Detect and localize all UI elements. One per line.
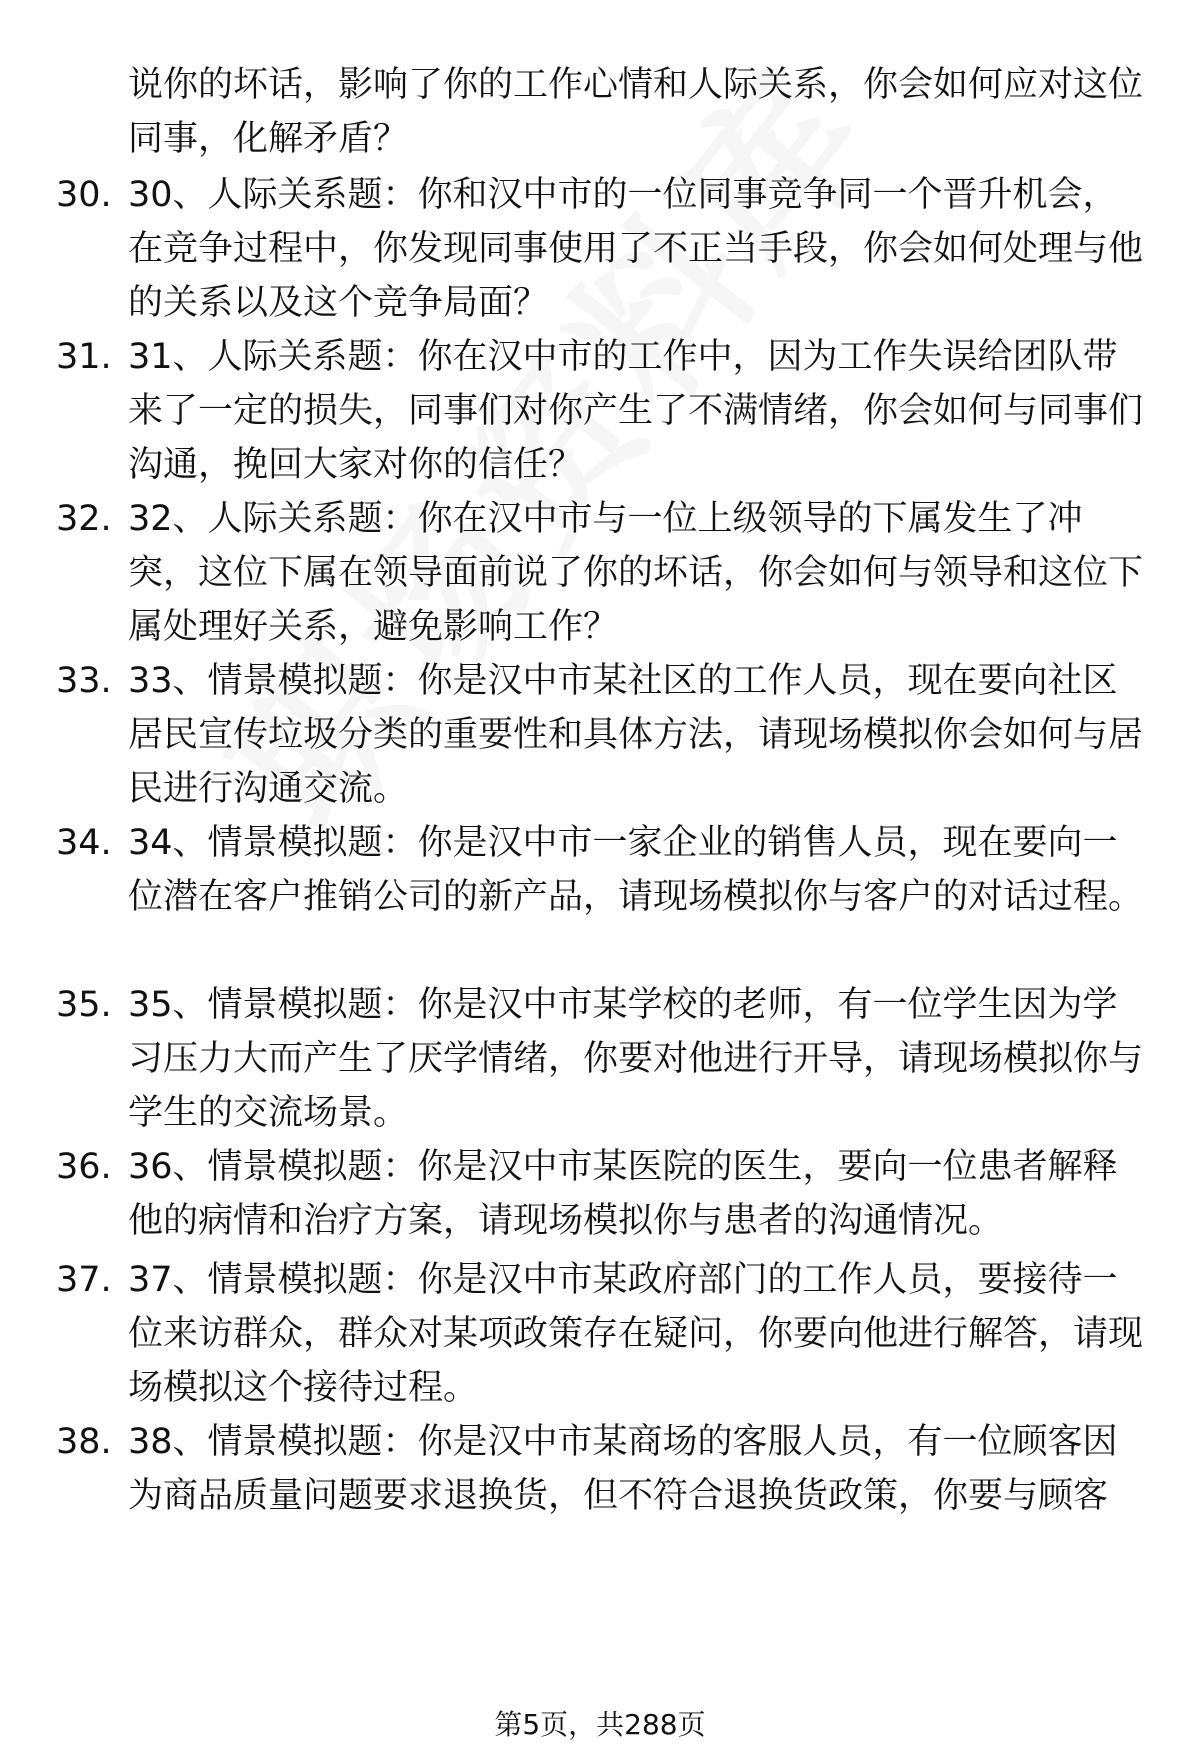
item-text: 31、人际关系题：你在汉中市的工作中，因为工作失误给团队带来了一定的损失，同事们对你产生了不满情绪，你会如何与同事们沟通，挽回大家对你的信任？ (128, 337, 1144, 485)
item-number: 30. (56, 175, 112, 215)
item-number: 32. (56, 499, 112, 539)
item-number: 33. (56, 661, 112, 701)
item-text: 38、情景模拟题：你是汉中市某商场的客服人员，有一位顾客因为商品质量问题要求退换货，但不符合退换货政策，你要与顾客 (128, 1422, 1118, 1516)
item-number: 36. (56, 1147, 112, 1187)
item-text: 32、人际关系题：你在汉中市与一位上级领导的下属发生了冲突，这位下属在领导面前说了你的坏话，你会如何与领导和这位下属处理好关系，避免影响工作？ (128, 499, 1144, 647)
item-number: 34. (56, 823, 112, 863)
item-number: 35. (56, 985, 112, 1025)
item-text: 33、情景模拟题：你是汉中市某社区的工作人员，现在要向社区居民宣传垃圾分类的重要性和具体方法，请现场模拟你会如何与居民进行沟通交流。 (128, 661, 1144, 809)
item-text: 30、人际关系题：你和汉中市的一位同事竞争同一个晋升机会，在竞争过程中，你发现同事使用了不正当手段，你会如何处理与他的关系以及这个竞争局面？ (128, 175, 1144, 323)
item-number: 38. (56, 1422, 112, 1462)
item-number: 31. (56, 337, 112, 377)
item-number: 37. (56, 1260, 112, 1300)
item-text: 36、情景模拟题：你是汉中市某医院的医生，要向一位患者解释他的病情和治疗方案，请现场模拟你与患者的沟通情况。 (128, 1147, 1118, 1241)
item-text: 35、情景模拟题：你是汉中市某学校的老师，有一位学生因为学习压力大而产生了厌学情绪，你要对他进行开导，请现场模拟你与学生的交流场景。 (128, 985, 1144, 1133)
continuation-text: 说你的坏话，影响了你的工作心情和人际关系，你会如何应对这位同事，化解矛盾？ (128, 65, 1144, 159)
item-text: 37、情景模拟题：你是汉中市某政府部门的工作人员，要接待一位来访群众，群众对某项政策存在疑问，你要向他进行解答，请现场模拟这个接待过程。 (128, 1260, 1144, 1408)
item-text: 34、情景模拟题：你是汉中市一家企业的销售人员，现在要向一位潜在客户推销公司的新产品，请现场模拟你与客户的对话过程。 (128, 823, 1144, 917)
page-footer: 第5页，共288页 (494, 1708, 706, 1741)
